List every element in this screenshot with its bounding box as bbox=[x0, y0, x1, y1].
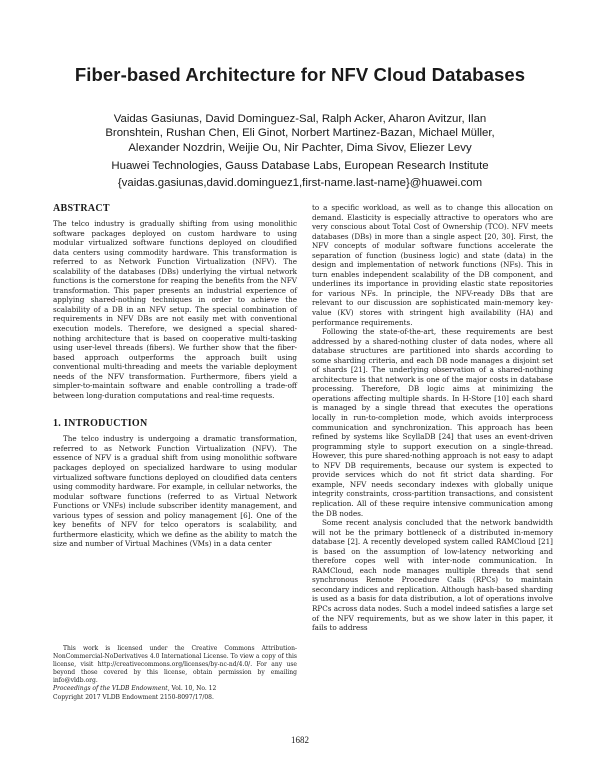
page-number: 1682 bbox=[291, 735, 309, 745]
proceedings-name: Proceedings of the VLDB Endowment, bbox=[53, 685, 170, 693]
intro-paragraph: The telco industry is undergoing a dramatic transformation, referred to as Network Function Virtualization (NFV). The essence of NFV is a gradual shift from using monolithic software packages deployed on specialized hardware to using modular virtualized software functions deployed on cloudified data centers using commodity hardware. For example, in cellular networks, the modular software functions (referred to as Virtual Network Functions or VNFs) include subscriber identity management, and various types of session and policy management [6]. One of the key benefits of NFV for telco operators is scalability, and furthermore elasticity, which we define as the ability to match the size and number of Virtual Machines (VMs) in a data center bbox=[53, 434, 297, 549]
intro-paragraph: Following the state-of-the-art, these requirements are best addressed by a shared-nothing cluster of data nodes, where all database structures are partitioned into shards according to some sharding criteria, and each DB node manages a disjoint set of shards [21]. The underlying observation of a shared-nothing architecture is that network is one of the major costs in database processing. Therefore, DB logic aims at minimizing the operations affecting multiple shards. In H-Store [10] each shard is managed by a single thread that executes the operations locally in run-to-completion mode, which avoids interprocess communication and synchronization. This approach has been refined by systems like ScyllaDB [24] that uses an event-driven programming style to support execution on a single-thread. However, this pure shared-nothing approach is not easy to adapt to NFV DB requirements, because our system is expected to provide services which do not fit strict data sharding. For example, NFV needs secondary indexes with globally unique integrity constraints, cross-partition transactions, and consistent replication. All of these require intensive communication among the DB nodes. bbox=[312, 327, 553, 518]
author-list: Vaidas Gasiunas, David Dominguez-Sal, Ralph Acker, Aharon Avitzur, Ilan Bronshtein, Rushan Chen, Eli Ginot, Norbert Martinez-Bazan, Michael Müller, Alexander Nozdrin, Weijie Ou, Nir Pachter, Dima Sivov, Eliezer Levy bbox=[105, 113, 495, 154]
intro-paragraph: to a specific workload, as well as to change this allocation on demand. Elasticity is especially attractive to operators who are very conscious about Total Cost of Ownership (TCO). NFV meets databases (DBs) in more than a single aspect [20, 30]. First, the NFV concepts of modular software functions accelerate the separation of function (business logic) and state (data) in the design and implementation of network functions (NFs). This in turn enables independent scalability of the DB component, and underlines its importance in providing elastic state repositories for various NFs. In principle, the NFV-ready DBs that are relevant to our discussion are sophisticated main-memory key-value (KV) stores with stringent high availability (HA) and performance requirements. bbox=[312, 203, 553, 327]
affiliation-block bbox=[60, 158, 540, 192]
intro-paragraph: Some recent analysis concluded that the network bandwidth will not be the primary bottleneck of a distributed in-memory database [2]. A recently developed system called RAMCloud [21] is based on the assumption of low-latency networking and therefore copes well with inter-node communication. In RAMCloud, each node manages multiple threads that send synchronous Remote Procedure Calls (RPCs) to maintain secondary indices and replication. Although hash-based sharding is used as a basis for data distribution, a lot of operations involve RPCs across data nodes. Such a model indeed satisfies a large set of the NFV requirements, but as we show later in this paper, it fails to address bbox=[312, 518, 553, 633]
license-text: This work is licensed under the Creative Commons Attribution-NonCommercial-NoDerivatives 4.0 International License. To view a copy of this license, visit http://creativecommons.org/licenses/by-nc-nd/4.0/. For any use beyond those covered by this license, obtain permission by emailing info@vldb.org. bbox=[53, 645, 297, 685]
copyright-line: Copyright 2017 VLDB Endowment 2150-8097/17/08. bbox=[53, 693, 214, 701]
license-footnote bbox=[53, 645, 297, 702]
email-addresses: {vaidas.gasiunas,david.dominguez1,first-name.last-name}@huawei.com bbox=[117, 177, 483, 189]
left-column bbox=[53, 203, 297, 549]
abstract-text: The telco industry is gradually shifting from using monolithic software packages deployed on custom hardware to using modular virtualized software functions deployed on cloudified data centers using commodity hardware. This transformation is referred to as Network Function Virtualization (NFV). The scalability of the databases (DBs) underlying the virtual network functions is the cornerstone for reaping the benefits from the NFV transformation. This paper presents an industrial experience of applying shared-nothing techniques in order to achieve the scalability of a DB in an NFV setup. The special combination of requirements in NFV DBs are not easily met with conventional execution models. Therefore, we designed a special shared-nothing architecture that is based on cooperative multi-tasking using user-level threads (fibers). We further show that the fiber-based approach outperforms the approach built using conventional multi-threading and meets the variable deployment needs of the NFV transformation. Furthermore, fibers yield a simpler-to-maintain software and enable controlling a trade-off between long-duration computations and real-time requests. bbox=[53, 219, 297, 400]
affiliation: Huawei Technologies, Gauss Database Labs, European Research Institute bbox=[111, 160, 489, 172]
proceedings-line bbox=[53, 685, 297, 693]
volume-info: Vol. 10, No. 12 bbox=[169, 685, 217, 693]
abstract-heading: ABSTRACT bbox=[53, 203, 110, 214]
right-column bbox=[312, 203, 553, 633]
paper-title: Fiber-based Architecture for NFV Cloud Databases bbox=[74, 64, 526, 85]
introduction-heading: 1. INTRODUCTION bbox=[53, 418, 148, 430]
